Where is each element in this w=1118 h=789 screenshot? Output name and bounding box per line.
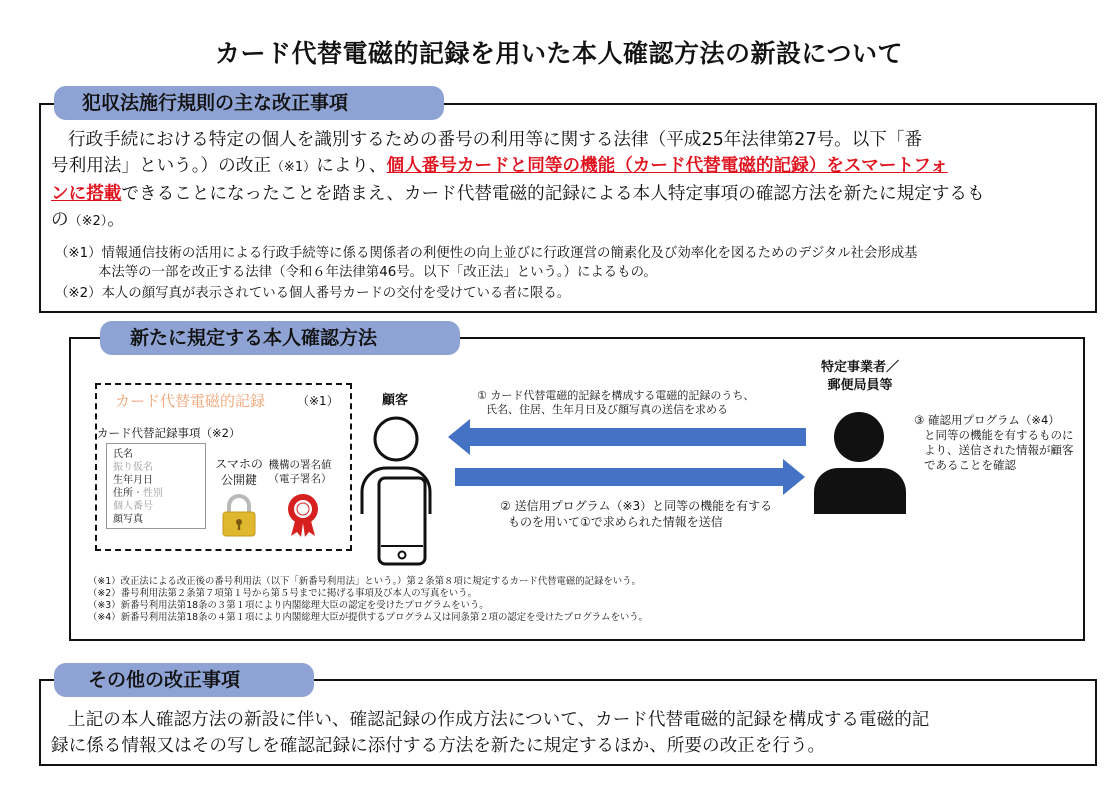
step3-line3: より、送信された情報が顧客 <box>924 443 1074 457</box>
highlight-text-2: ンに搭載 <box>51 184 122 204</box>
step3-line2: と同等の機能を有するものに <box>924 428 1074 442</box>
smartphone-icon <box>377 476 427 566</box>
signature-line2: （電子署名） <box>268 473 332 485</box>
step1-line1: ① カード代替電磁的記録を構成する電磁的記録のうち、 <box>477 389 755 402</box>
footnote-ref-2: （※2） <box>68 214 108 229</box>
section1-line1: 行政手続における特定の個人を識別するための番号の利用等に関する法律（平成25年法律第27号。以下「番 <box>68 130 923 150</box>
step2-text <box>500 498 772 530</box>
arrow-right-icon <box>455 459 805 495</box>
record-item <box>113 487 199 500</box>
business-label <box>800 359 920 395</box>
section1-line2-a: 号利用法」という。）の改正 <box>51 156 271 176</box>
footnote-1: （※1）改正法による改正後の番号利用法（以下「新番号利用法」という。）第２条第８項に規定するカード代替電磁的記録をいう。 <box>88 576 641 587</box>
section1-note2: （※2）本人の顔写真が表示されている個人番号カードの交付を受けている者に限る。 <box>55 286 571 301</box>
record-items-label: カード代替記録事項（※2） <box>97 426 241 440</box>
section1-line3 <box>51 181 1091 207</box>
step3-text <box>914 413 1074 473</box>
section1-note1-line1: （※1）情報通信技術の活用による行政手続等に係る関係者の利便性の向上並びに行政運営の簡素化及び効率化を図るためのデジタル社会形成基 <box>55 246 918 261</box>
arrow-left-icon <box>448 419 808 455</box>
section3-paragraph <box>51 707 1091 759</box>
customer-label: 顧客 <box>381 393 408 408</box>
section1-top-border-right <box>440 103 1097 105</box>
step2-line1: ② 送信用プログラム（※3）と同等の機能を有する <box>500 499 773 513</box>
section1-line3-b: できることになったことを踏まえ、カード代替電磁的記録による本人特定事項の確認方法を新たに規定するも <box>121 184 985 204</box>
signature-label <box>265 458 335 486</box>
record-item-text: 住所 <box>113 488 133 499</box>
record-item: 個人番号 <box>113 501 153 512</box>
seal-icon <box>285 493 321 537</box>
record-items-list <box>106 443 206 529</box>
step3-line4: であることを確認 <box>924 458 1016 472</box>
step3-line1: ③ 確認用プログラム（※4） <box>914 413 1060 427</box>
section1-line4 <box>51 207 1091 235</box>
section1-paragraph <box>51 127 1091 235</box>
footnote-3: （※3）新番号利用法第18条の３第１項により内閣総理大臣の認定を受けたプログラムをいう。 <box>88 600 489 611</box>
record-item: 氏名 <box>113 449 133 460</box>
section1-line4-b: 。 <box>107 210 125 230</box>
section1-line4-a: の <box>51 210 69 230</box>
highlight-text-1: 個人番号カードと同等の機能（カード代替電磁的記録）をスマートフォ <box>386 156 948 176</box>
section3-top-border-right <box>310 679 1097 681</box>
card-record-title: カード代替電磁的記録 <box>115 392 266 410</box>
section1-line2 <box>51 153 1091 181</box>
section3-line2: 録に係る情報又はその写しを確認記録に添付する方法を新たに規定するほか、所要の改正を行う。 <box>51 736 826 756</box>
section1-label: 犯収法施行規則の主な改正事項 <box>54 86 444 120</box>
business-person-icon <box>812 410 908 514</box>
signature-line1: 機構の署名値 <box>268 459 332 471</box>
card-record-title-note: （※1） <box>297 394 339 408</box>
section2-top-border-right <box>455 337 1085 339</box>
business-label-line1: 特定事業者／ <box>820 360 899 375</box>
padlock-icon <box>219 493 259 537</box>
footnote-2: （※2）番号利用法第２条第７項第１号から第５号までに掲げる事項及び本人の写真をいう。 <box>88 588 477 599</box>
business-label-line2: 郵便局員等 <box>827 378 893 393</box>
section3-line1: 上記の本人確認方法の新設に伴い、確認記録の作成方法について、カード代替電磁的記録を構成する電磁的記 <box>68 710 930 730</box>
footnote-ref-1: （※1） <box>270 160 317 175</box>
section3-label: その他の改正事項 <box>54 663 314 697</box>
smartphone-key-line1: スマホの <box>215 457 263 471</box>
record-item-suffix: ・性別 <box>133 488 163 499</box>
section2-label: 新たに規定する本人確認方法 <box>100 321 460 355</box>
section1-line2-b: により、 <box>316 156 387 176</box>
step1-text <box>477 389 754 417</box>
footnote-4: （※4）新番号利用法第18条の４第１項により内閣総理大臣が提供するプログラム又は同条第２項の認定を受けたプログラムをいう。 <box>88 612 648 623</box>
page-title: カード代替電磁的記録を用いた本人確認方法の新設について <box>214 39 903 68</box>
step2-line2: ものを用いて①で求められた情報を送信 <box>508 515 723 529</box>
record-item: 振り仮名 <box>113 462 153 473</box>
record-item: 顔写真 <box>113 514 143 525</box>
record-item: 生年月日 <box>113 475 153 486</box>
step1-line2: 氏名、住居、生年月日及び顔写真の送信を求める <box>486 403 728 416</box>
smartphone-key-label <box>214 456 264 488</box>
section1-note1-line2: 本法等の一部を改正する法律（令和６年法律第46号。以下「改正法」という。）によるもの。 <box>98 265 657 280</box>
smartphone-key-line2: 公開鍵 <box>220 473 257 487</box>
